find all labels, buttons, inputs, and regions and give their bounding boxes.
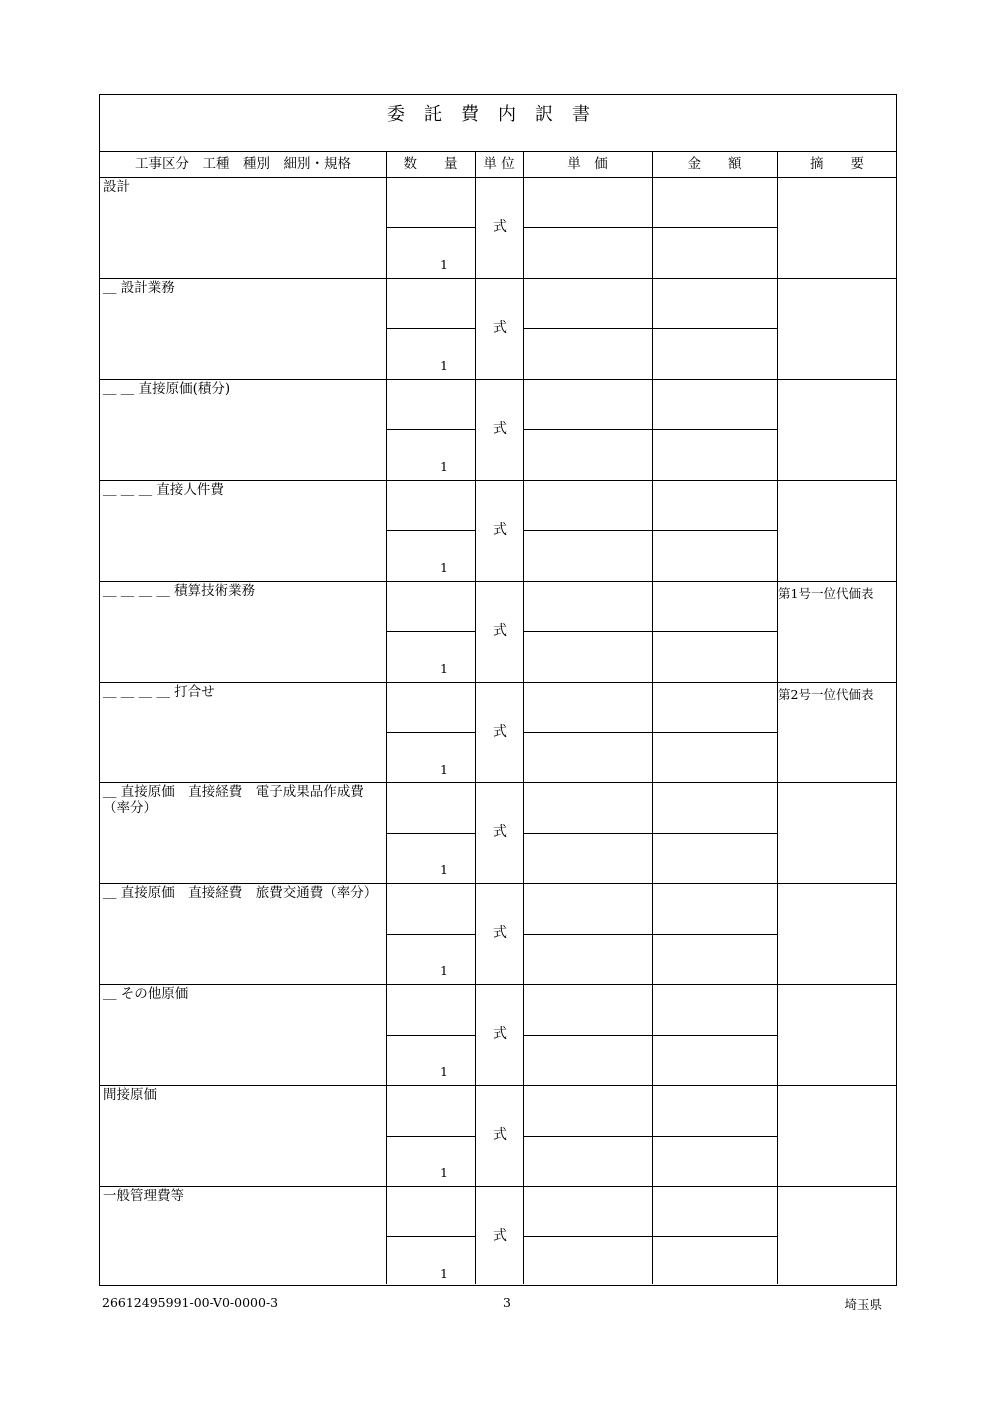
row-split-rule	[652, 227, 777, 228]
row-item-name: 設計	[103, 179, 130, 195]
row-unit: 式	[493, 925, 507, 942]
row-unit: 式	[493, 824, 507, 841]
row-item-name: ＿ ＿ ＿ ＿ 打合せ	[103, 683, 215, 700]
header-unit: 単 位	[483, 156, 515, 172]
row-item-name: ＿ ＿ 直接原価(積分)	[103, 380, 231, 397]
breakdown-sheet	[99, 94, 897, 1286]
row-split-rule	[386, 1035, 475, 1036]
header-unit-price: 単 価	[567, 156, 608, 172]
page-number: 3	[503, 1295, 511, 1310]
row-unit: 式	[493, 219, 507, 235]
column-rule	[386, 151, 387, 1284]
row-split-rule	[652, 934, 777, 935]
row-split-rule	[523, 429, 652, 430]
row-item-name: ＿ ＿ ＿ 直接人件費	[103, 481, 224, 498]
row-split-rule	[523, 1035, 652, 1036]
row-remarks: 第2号一位代価表	[778, 686, 874, 702]
row-quantity: 1	[440, 660, 448, 676]
row-split-rule	[523, 732, 652, 733]
row-item-name: ＿ 直接原価 直接経費 旅費交通費（率分）	[103, 885, 378, 902]
row-split-rule	[386, 833, 475, 834]
row-split-rule	[386, 328, 475, 329]
row-split-rule	[652, 732, 777, 733]
row-quantity: 1	[440, 559, 448, 575]
row-split-rule	[386, 934, 475, 935]
row-quantity: 1	[440, 761, 448, 777]
row-split-rule	[652, 1236, 777, 1237]
row-split-rule	[386, 631, 475, 632]
row-remarks: 第1号一位代価表	[778, 585, 874, 601]
row-quantity: 1	[440, 257, 448, 272]
row-item-name: 間接原価	[103, 1087, 157, 1104]
row-split-rule	[652, 1136, 777, 1137]
header-remarks: 摘 要	[810, 156, 864, 172]
header-item: 工事区分 工種 種別 細別・規格	[135, 156, 351, 172]
row-split-rule	[386, 732, 475, 733]
row-split-rule	[523, 1236, 652, 1237]
row-split-rule	[652, 833, 777, 834]
row-split-rule	[386, 1136, 475, 1137]
row-unit: 式	[493, 622, 507, 639]
row-unit: 式	[493, 1127, 507, 1144]
row-split-rule	[386, 530, 475, 531]
row-unit: 式	[493, 1228, 507, 1244]
row-split-rule	[386, 1236, 475, 1237]
row-split-rule	[523, 833, 652, 834]
row-split-rule	[523, 328, 652, 329]
row-unit: 式	[493, 420, 507, 437]
row-quantity: 1	[440, 1064, 448, 1080]
column-rule	[652, 151, 653, 1284]
row-split-rule	[652, 328, 777, 329]
row-split-rule	[523, 934, 652, 935]
row-split-rule	[386, 227, 475, 228]
header-amount: 金 額	[687, 156, 742, 172]
row-split-rule	[523, 631, 652, 632]
issuer-name: 埼玉県	[844, 1297, 882, 1312]
row-split-rule	[652, 530, 777, 531]
column-rule	[777, 151, 778, 1284]
row-item-name: ＿ 直接原価 直接経費 電子成果品作成費（率分）	[103, 784, 364, 817]
row-split-rule	[523, 1136, 652, 1137]
row-quantity: 1	[440, 1165, 448, 1181]
document-id: 26612495991-00-V0-0000-3	[102, 1295, 279, 1310]
header-quantity: 数 量	[403, 156, 458, 172]
row-unit: 式	[493, 521, 507, 538]
row-split-rule	[652, 1035, 777, 1036]
row-unit: 式	[493, 723, 507, 740]
sheet-title: 委託費内訳書	[387, 104, 609, 125]
row-quantity: 1	[440, 357, 448, 373]
row-item-name: ＿ その他原価	[103, 986, 189, 1003]
row-unit: 式	[493, 1026, 507, 1043]
row-split-rule	[652, 631, 777, 632]
row-quantity: 1	[440, 1266, 448, 1281]
row-unit: 式	[493, 319, 507, 336]
row-split-rule	[386, 429, 475, 430]
row-split-rule	[652, 429, 777, 430]
row-split-rule	[523, 530, 652, 531]
row-item-name: ＿ ＿ ＿ ＿ 積算技術業務	[103, 582, 256, 599]
row-quantity: 1	[440, 963, 448, 979]
row-item-name: ＿ 設計業務	[103, 279, 175, 296]
row-split-rule	[523, 227, 652, 228]
row-item-name: 一般管理費等	[103, 1188, 184, 1204]
row-quantity: 1	[440, 458, 448, 474]
row-quantity: 1	[440, 862, 448, 878]
